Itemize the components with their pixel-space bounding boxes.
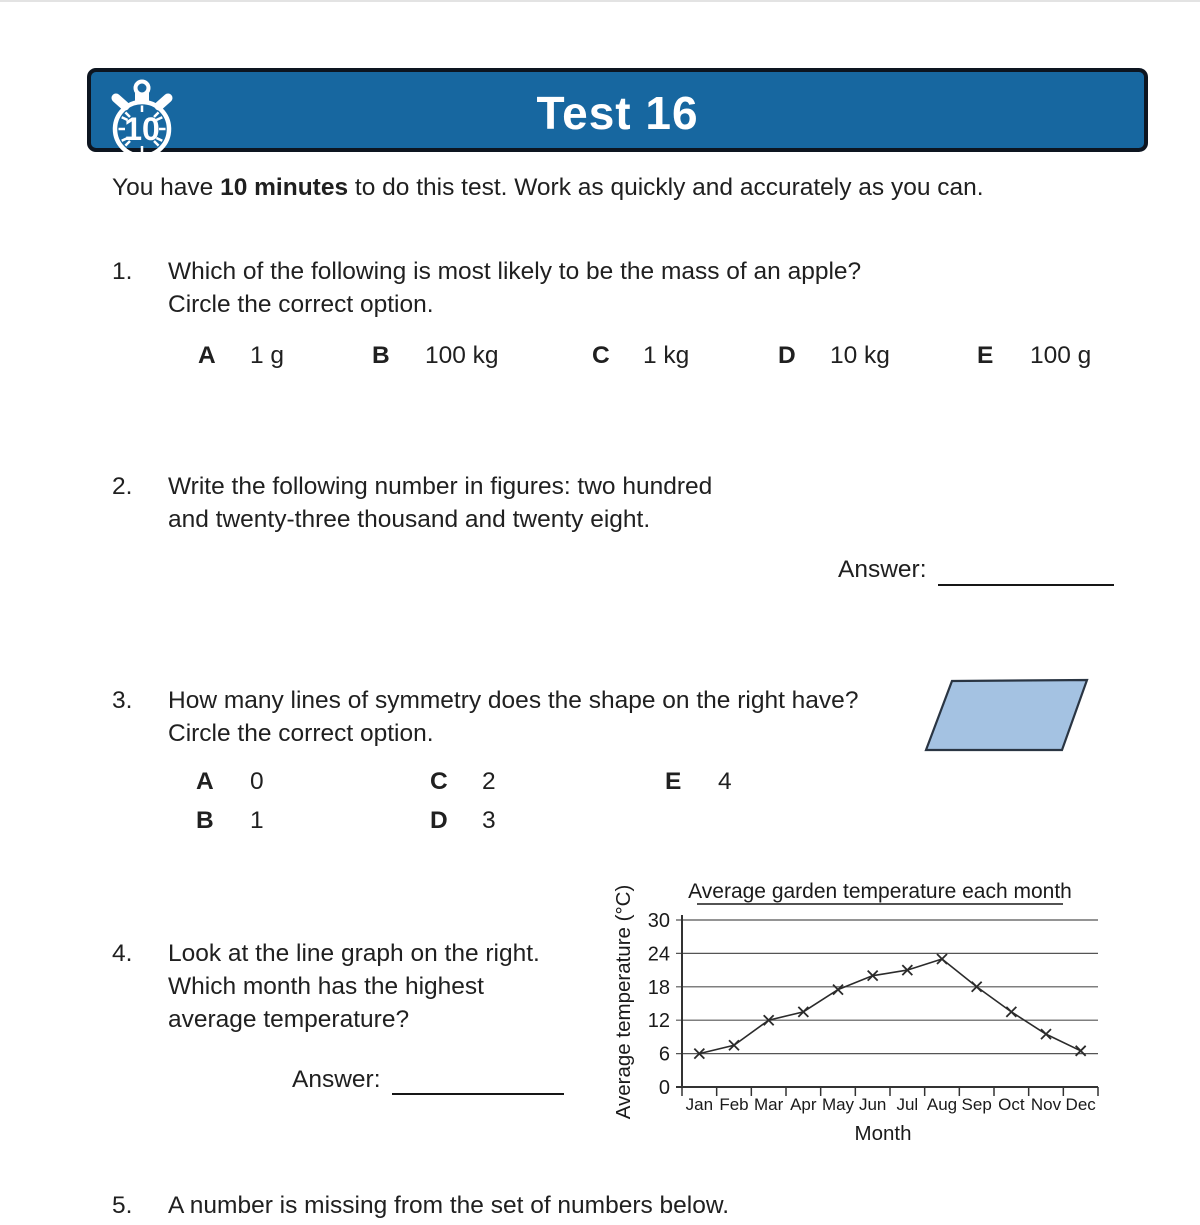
q1-option-a-letter: A [198,342,216,369]
x-tick-label: Feb [719,1095,749,1114]
q3-option-c-value: 2 [482,768,496,795]
q3-option-a-letter: A [196,768,214,795]
x-tick-label: Apr [790,1095,817,1114]
q1-line2: Circle the correct option. [168,291,434,318]
q3-line2: Circle the correct option. [168,720,434,747]
parallelogram-shape [918,672,1096,758]
q5-line1: A number is missing from the set of numbers below. [168,1192,730,1219]
q1-option-b-value: 100 kg [425,342,499,369]
x-tick-label: Mar [754,1095,784,1114]
y-tick-label: 30 [647,910,670,932]
stopwatch-minutes: 10 [124,111,160,147]
q4-number: 4. [112,940,133,967]
x-tick-label: May [821,1095,855,1114]
q1-option-a-value: 1 g [250,342,285,369]
q3-option-d-letter: D [430,807,448,834]
temperature-chart [600,870,1120,1157]
q1-option-c-letter: C [592,342,610,369]
y-tick-label: 18 [647,976,670,999]
q4-line1: Look at the line graph on the right. [168,940,540,967]
q1-option-e-letter: E [977,342,994,369]
q4-line3: average temperature? [168,1006,410,1033]
q1-option-b-letter: B [372,342,390,369]
q1-line1: Which of the following is most likely to be the mass of an apple? [168,258,862,285]
chart-title: Average garden temperature each month [688,880,1072,903]
y-axis-label: Average temperature (°C) [612,884,635,1120]
q4-line2: Which month has the highest [168,973,484,1000]
y-tick-label: 12 [647,1010,670,1033]
q2-line2: and twenty-three thousand and twenty eight. [168,506,651,533]
x-tick-label: Aug [926,1095,958,1114]
y-tick-label: 24 [647,943,670,966]
q4-answer-line [392,1093,564,1095]
q2-line1: Write the following number in figures: two hundred [168,473,713,500]
intro-text [112,174,984,202]
q2-answer-line [938,584,1114,586]
q2-answer-label: Answer: [838,556,927,583]
q5-number: 5. [112,1192,133,1219]
q3-number: 3. [112,687,133,714]
intro-post: to do this test. Work as quickly and accurately as you can. [348,174,984,201]
q3-option-c-letter: C [430,768,448,795]
q1-option-d-letter: D [778,342,796,369]
intro-bold: 10 minutes [220,174,349,201]
x-tick-label: Jan [685,1095,714,1114]
x-tick-label: Dec [1065,1095,1096,1114]
data-line [699,959,1080,1054]
y-tick-label: 6 [658,1043,670,1066]
q3-option-b-letter: B [196,807,214,834]
q3-option-e-letter: E [665,768,682,795]
q3-option-d-value: 3 [482,807,496,834]
q4-answer-label: Answer: [292,1066,381,1093]
x-tick-label: Jul [896,1095,919,1114]
q1-option-e-value: 100 g [1030,342,1092,369]
intro-pre: You have [112,174,221,201]
header-bar [87,68,1148,152]
x-tick-label: Oct [998,1095,1025,1114]
q3-option-b-value: 1 [250,807,264,834]
q2-number: 2. [112,473,133,500]
x-tick-label: Nov [1030,1095,1062,1114]
q1-option-d-value: 10 kg [830,342,890,369]
y-tick-label: 0 [658,1077,670,1099]
q1-number: 1. [112,258,133,285]
x-tick-label: Jun [858,1095,887,1114]
q3-option-a-value: 0 [250,768,264,795]
q1-option-c-value: 1 kg [643,342,690,369]
q3-option-e-value: 4 [718,768,732,795]
x-tick-label: Sep [961,1095,992,1114]
page-title: Test 16 [536,87,699,139]
q3-line1: How many lines of symmetry does the shape on the right have? [168,687,859,714]
x-axis-label: Month [854,1122,912,1145]
